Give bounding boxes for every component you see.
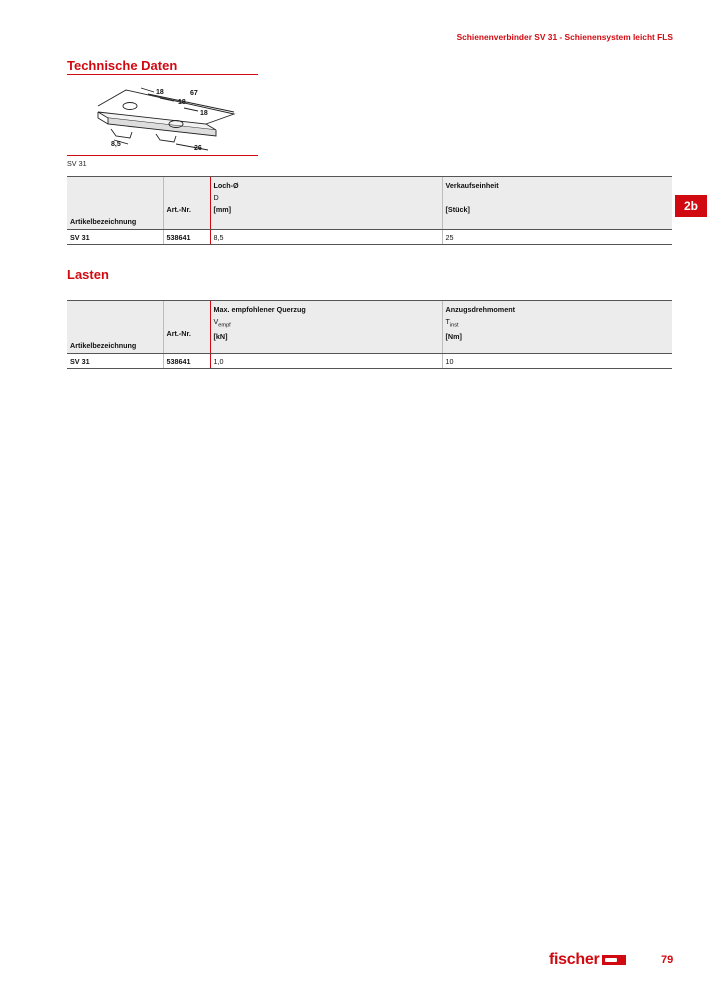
header-art-nr: Art.-Nr. (163, 177, 210, 230)
header-artikelbezeichnung: Artikelbezeichnung (67, 301, 163, 354)
section-divider (67, 74, 258, 75)
cell-verkaufseinheit: 25 (442, 230, 672, 245)
dimension-label: 18 (156, 89, 164, 96)
cell-artikel: SV 31 (67, 354, 163, 369)
cell-loch-durchmesser: 8,5 (210, 230, 442, 245)
table-row (67, 230, 672, 245)
header-anzugsdrehmoment: Anzugsdrehmoment $T_{inst}$ [Nm] (442, 301, 672, 354)
dimension-label: 18 (178, 99, 186, 106)
header-art-nr: Art.-Nr. (163, 301, 210, 354)
cell-artikel: SV 31 (67, 230, 163, 245)
section-divider (67, 155, 258, 156)
cell-anzugsdrehmoment: 10 (442, 354, 672, 369)
lasten-table (67, 300, 672, 369)
dimension-label: 18 (200, 110, 208, 117)
page-header-title: Schienenverbinder SV 31 - Schienensystem leicht FLS (456, 32, 673, 42)
header-artikelbezeichnung: Artikelbezeichnung (67, 177, 163, 230)
fischer-logo (549, 951, 626, 969)
technische-daten-table (67, 176, 672, 245)
header-loch-durchmesser: Loch-Ø D [mm] (210, 177, 442, 230)
dimension-label: 67 (190, 90, 198, 97)
section-title-lasten: Lasten (67, 267, 109, 282)
rail-connector-drawing (86, 84, 246, 154)
cell-art-nr: 538641 (163, 354, 210, 369)
cell-art-nr: 538641 (163, 230, 210, 245)
header-max-querzug: Max. empfohlener Querzug $V_{empf}$ [kN] (210, 301, 442, 354)
page-number: 79 (661, 954, 674, 966)
brand-mark-icon (602, 955, 626, 965)
figure-caption: SV 31 (67, 159, 87, 168)
cell-max-querzug: 1,0 (210, 354, 442, 369)
table-row (67, 354, 672, 369)
chapter-tab-badge: 2b (675, 195, 707, 217)
dimension-label: 26 (194, 145, 202, 152)
brand-name: fischer (549, 951, 600, 968)
section-title-technische-daten: Technische Daten (67, 58, 178, 73)
header-verkaufseinheit: Verkaufseinheit [Stück] (442, 177, 672, 230)
dimension-label: 8,5 (111, 141, 121, 148)
